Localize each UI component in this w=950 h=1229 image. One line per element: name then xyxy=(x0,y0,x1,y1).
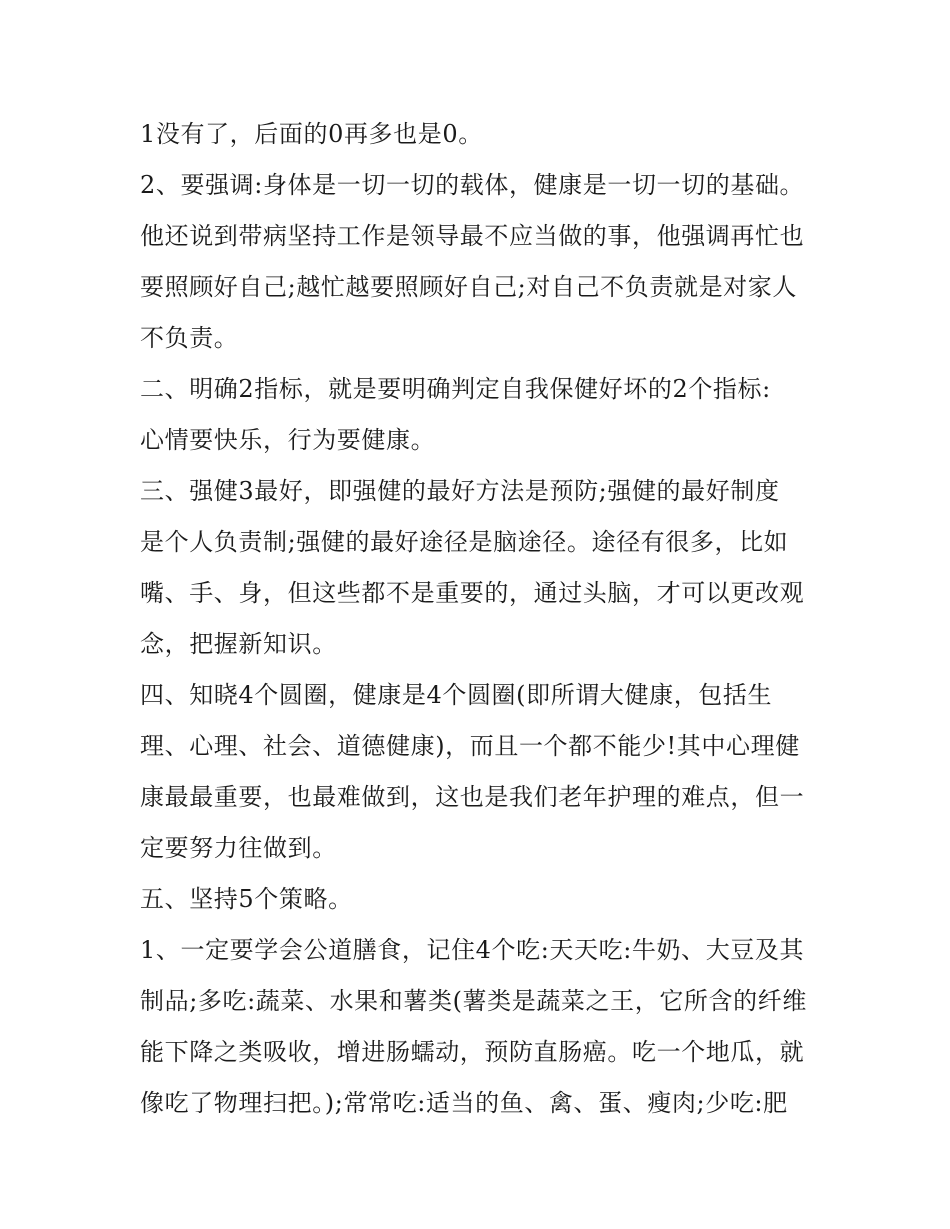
text-line: 四、知晓4个圆圈，健康是4个圆圈(即所谓大健康，包括生 xyxy=(140,681,773,709)
document-body xyxy=(140,109,820,1129)
text-line: 五、坚持5个策略。 xyxy=(140,885,353,913)
text-line: 康最最重要，也最难做到，这也是我们老年护理的难点，但一 xyxy=(140,783,805,811)
text-line: 是个人负责制;强健的最好途径是脑途径。途径有很多，比如 xyxy=(140,528,789,556)
text-line: 1没有了，后面的0再多也是0。 xyxy=(140,120,483,148)
text-line: 他还说到带病坚持工作是领导最不应当做的事，他强调再忙也 xyxy=(140,222,805,250)
text-line: 三、强健3最好，即强健的最好方法是预防;强健的最好制度 xyxy=(140,477,780,505)
text-line: 要照顾好自己;越忙越要照顾好自己;对自己不负责就是对家人 xyxy=(140,273,797,301)
text-line: 1、一定要学会公道膳食，记住4个吃:天天吃:牛奶、大豆及其 xyxy=(140,936,805,964)
text-line: 像吃了物理扫把。);常常吃:适当的鱼、禽、蛋、瘦肉;少吃:肥 xyxy=(140,1089,788,1117)
text-line: 理、心理、社会、道德健康)，而且一个都不能少!其中心理健 xyxy=(140,732,800,760)
text-line: 能下降之类吸收，增进肠蠕动，预防直肠癌。吃一个地瓜，就 xyxy=(140,1038,805,1066)
text-line: 2、要强调:身体是一切一切的载体，健康是一切一切的基础。 xyxy=(140,171,805,199)
text-line: 二、明确2指标，就是要明确判定自我保健好坏的2个指标: xyxy=(140,375,771,403)
text-line: 不负责。 xyxy=(140,324,239,352)
text-line: 心情要快乐，行为要健康。 xyxy=(140,426,436,454)
text-line: 念，把握新知识。 xyxy=(140,630,337,658)
text-line: 制品;多吃:蔬菜、水果和薯类(薯类是蔬菜之王，它所含的纤维 xyxy=(140,987,807,1015)
text-line: 定要努力往做到。 xyxy=(140,834,337,862)
text-line: 嘴、手、身，但这些都不是重要的，通过头脑，才可以更改观 xyxy=(140,579,805,607)
